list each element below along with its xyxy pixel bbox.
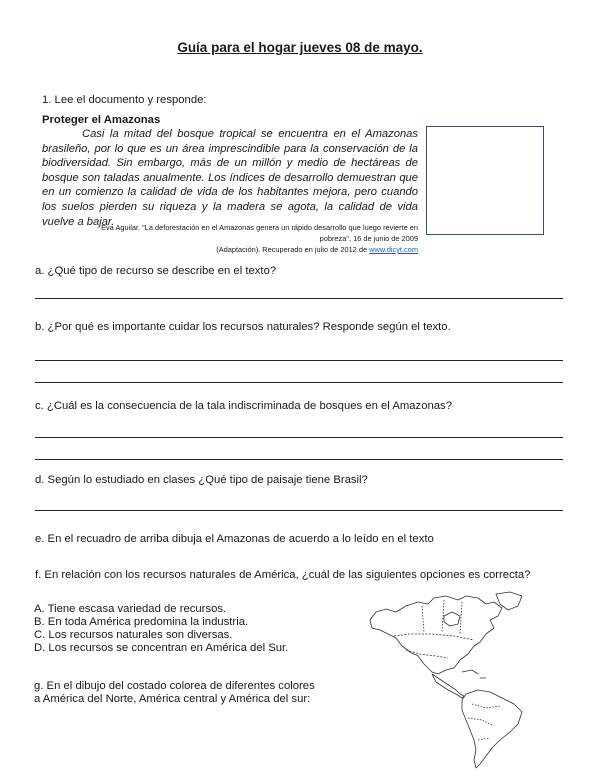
drawing-box[interactable] xyxy=(426,126,544,235)
reading-paragraph: Casi la mitad del bosque tropical se encuentra en el Amazonas brasileño, por lo que es un área imprescindible para la conservación de la biodiversidad. Sin embargo, más de un millón y medio de hectáreas de bosque son taladas anualmente. Los índices de desarrollo demuestran que en un comienzo la calidad de vida de los habitantes mejora, pero cuando los suelos pierden su riqueza y la madera se agota, la calidad de vida vuelve a bajar. xyxy=(42,128,418,228)
answer-line-a[interactable] xyxy=(35,298,563,299)
north-america-shape xyxy=(370,596,502,674)
reading-body xyxy=(42,127,418,229)
option-d[interactable]: D. Los recursos se concentran en América del Sur. xyxy=(34,642,289,654)
reading-source xyxy=(60,222,418,255)
instruction: 1. Lee el documento y responde: xyxy=(42,94,207,106)
question-g-line1: g. En el dibujo del costado colorea de diferentes colores xyxy=(34,680,315,692)
option-a[interactable]: A. Tiene escasa variedad de recursos. xyxy=(34,603,227,615)
question-a: a. ¿Qué tipo de recurso se describe en el texto? xyxy=(35,265,277,277)
answer-line-c1[interactable] xyxy=(35,437,563,438)
central-america-shape xyxy=(432,674,464,698)
question-b: b. ¿Por qué es importante cuidar los recursos naturales? Responde según el texto. xyxy=(35,321,451,333)
option-c[interactable]: C. Los recursos naturales son diversas. xyxy=(34,629,233,641)
south-america-shape xyxy=(462,690,522,768)
answer-line-b1[interactable] xyxy=(35,360,563,361)
answer-line-d[interactable] xyxy=(35,510,563,511)
us-canada-border xyxy=(394,634,474,640)
question-d: d. Según lo estudiado en clases ¿Qué tipo de paisaje tiene Brasil? xyxy=(35,474,368,486)
hudson-bay xyxy=(444,612,460,626)
source-link[interactable]: www.dicyt.com xyxy=(369,245,418,254)
reading-heading: Proteger el Amazonas xyxy=(42,114,161,126)
source-line-3 xyxy=(60,244,418,255)
us-mexico-border xyxy=(406,650,448,658)
question-e: e. En el recuadro de arriba dibuja el Amazonas de acuerdo a lo leído en el texto xyxy=(35,533,434,545)
question-g-line2: a América del Norte, América central y América del sur: xyxy=(34,693,311,705)
source-line-1: Eva Aguilar. "La deforestación en el Amazonas genera un rápido desarrollo que luego revierte en xyxy=(101,223,418,232)
question-f: f. En relación con los recursos naturales de América, ¿cuál de las siguientes opciones es correcta? xyxy=(35,569,531,581)
greenland-shape xyxy=(496,592,522,610)
americas-map[interactable] xyxy=(362,590,562,770)
option-b[interactable]: B. En toda América predomina la industria. xyxy=(34,616,249,628)
canada-provinces xyxy=(422,600,462,634)
answer-line-b2[interactable] xyxy=(35,382,563,383)
page-title: Guía para el hogar jueves 08 de mayo. xyxy=(177,40,423,55)
options-list xyxy=(34,603,288,655)
caribbean-islands xyxy=(462,670,486,678)
source-text: (Adaptación). Recuperado en julio de 2012 de xyxy=(216,245,368,254)
answer-line-c2[interactable] xyxy=(35,459,563,460)
question-c: c. ¿Cuál es la consecuencia de la tala indiscriminada de bosques en el Amazonas? xyxy=(35,400,452,412)
south-america-borders xyxy=(468,704,500,740)
source-line-2: pobreza", 16 de junio de 2009 xyxy=(319,234,418,243)
